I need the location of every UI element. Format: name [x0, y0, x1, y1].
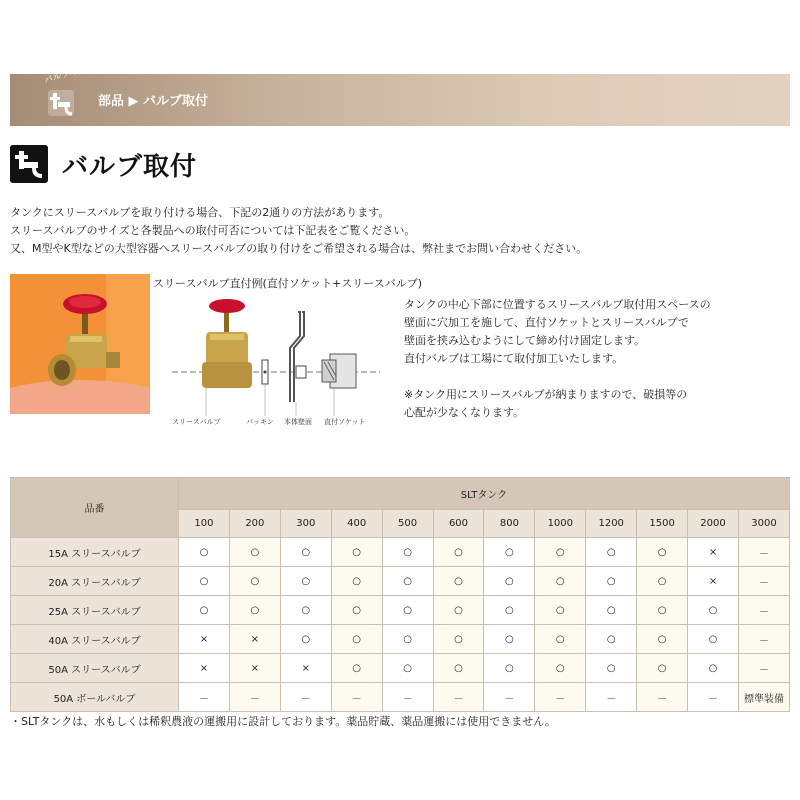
breadcrumb: 部品 ▶ バルブ取付	[98, 94, 209, 109]
table-cell: －	[433, 683, 484, 712]
table-cell: －	[738, 625, 789, 654]
table-cell: ○	[179, 538, 230, 567]
compatibility-table	[10, 477, 790, 712]
valve-photo	[10, 274, 150, 414]
table-cell: －	[738, 654, 789, 683]
row-label: 50A スリースバルブ	[11, 654, 179, 683]
table-cell: ○	[637, 654, 688, 683]
row-label: 25A スリースバルブ	[11, 596, 179, 625]
valve-photo-illustration	[10, 274, 150, 414]
table-cell: ○	[331, 625, 382, 654]
note-line: ※タンク用にスリースバルブが納まりますので、破損等の	[404, 388, 688, 401]
intro-line: 又、M型やK型などの大型容器へスリースバルブの取り付けをご希望される場合は、弊社までお問い合わせください。	[10, 242, 588, 255]
table-cell: ○	[382, 596, 433, 625]
table-cell: ○	[586, 625, 637, 654]
capacity-header: 600	[433, 510, 484, 538]
row-label: 40A スリースバルブ	[11, 625, 179, 654]
description-line: 直付バルブは工場にて取付加工いたします。	[404, 352, 624, 365]
table-cell: ○	[179, 596, 230, 625]
table-cell: ×	[280, 654, 331, 683]
table-cell: ○	[484, 567, 535, 596]
description-line: 壁面を挟み込むようにして締め付け固定します。	[404, 334, 646, 347]
table-cell: －	[535, 683, 586, 712]
table-cell: ○	[229, 567, 280, 596]
table-row	[11, 625, 790, 654]
page-title: バルブ取付	[62, 152, 198, 182]
description-line: 壁面に穴加工を施して、直付ソケットとスリースバルブで	[404, 316, 689, 329]
banner-badge	[24, 62, 89, 126]
table-cell: ○	[382, 538, 433, 567]
label-direct-socket: 直付ソケット	[324, 418, 366, 426]
table-cell: ○	[484, 654, 535, 683]
capacity-header: 2000	[688, 510, 739, 538]
table-cell: ×	[229, 654, 280, 683]
row-label: 15A スリースバルブ	[11, 538, 179, 567]
installation-description	[404, 296, 711, 368]
installation-note	[404, 386, 687, 422]
table-cell: ○	[280, 625, 331, 654]
table-row	[11, 596, 790, 625]
table-cell: ○	[535, 538, 586, 567]
table-cell: ○	[331, 596, 382, 625]
table-cell: ○	[586, 654, 637, 683]
installation-diagram	[172, 292, 380, 432]
table-cell: ×	[179, 654, 230, 683]
table-cell: ○	[331, 538, 382, 567]
table-cell: ○	[179, 567, 230, 596]
label-packing: パッキン	[246, 418, 274, 426]
label-sleeve-valve: スリースバルブ	[172, 418, 221, 426]
intro-text	[10, 204, 587, 258]
table-cell: ○	[535, 654, 586, 683]
table-cell: －	[688, 683, 739, 712]
table-cell: ○	[637, 625, 688, 654]
table-cell: ○	[535, 596, 586, 625]
table-cell: ○	[433, 567, 484, 596]
banner-badge-label: バルブ取付	[42, 62, 89, 87]
table-cell: ○	[331, 567, 382, 596]
table-header-row	[11, 478, 790, 510]
item-header: 品番	[11, 478, 179, 538]
table-cell: ○	[586, 538, 637, 567]
intro-line: タンクにスリースバルブを取り付ける場合、下記の2通りの方法があります。	[10, 206, 390, 219]
capacity-header: 1500	[637, 510, 688, 538]
table-cell: －	[738, 538, 789, 567]
table-cell: －	[280, 683, 331, 712]
table-cell: ○	[688, 596, 739, 625]
note-line: 心配が少なくなります。	[404, 406, 525, 419]
capacity-header: 300	[280, 510, 331, 538]
table-cell: ○	[382, 567, 433, 596]
table-cell: ○	[280, 538, 331, 567]
table-cell: ×	[688, 538, 739, 567]
table-row	[11, 567, 790, 596]
table-cell: ○	[688, 654, 739, 683]
table-row	[11, 654, 790, 683]
table-cell: ○	[484, 538, 535, 567]
description-line: タンクの中心下部に位置するスリースバルブ取付用スペースの	[404, 298, 711, 311]
intro-line: スリースバルブのサイズと各製品への取付可否については下記表をご覧ください。	[10, 224, 416, 237]
table-cell: ○	[535, 567, 586, 596]
table-row	[11, 683, 790, 712]
table-cell: ○	[433, 596, 484, 625]
table-cell: ○	[433, 538, 484, 567]
table-cell: ○	[280, 567, 331, 596]
table-cell: ○	[280, 596, 331, 625]
table-cell: ○	[535, 625, 586, 654]
capacity-header: 500	[382, 510, 433, 538]
tank-group-header: SLTタンク	[179, 478, 790, 510]
capacity-header: 200	[229, 510, 280, 538]
table-cell: ○	[382, 654, 433, 683]
table-cell: ○	[637, 538, 688, 567]
table-cell: ○	[688, 625, 739, 654]
table-cell: －	[484, 683, 535, 712]
table-cell: ×	[688, 567, 739, 596]
capacity-header: 1200	[586, 510, 637, 538]
table-cell: ○	[433, 625, 484, 654]
table-cell: －	[179, 683, 230, 712]
table-cell: ○	[484, 596, 535, 625]
table-cell: －	[637, 683, 688, 712]
table-cell: ×	[179, 625, 230, 654]
table-cell: ○	[484, 625, 535, 654]
table-row	[11, 538, 790, 567]
capacity-header: 800	[484, 510, 535, 538]
table-cell: －	[382, 683, 433, 712]
row-label: 50A ボールバルブ	[11, 683, 179, 712]
capacity-header: 3000	[738, 510, 789, 538]
valve-icon	[46, 88, 76, 118]
table-cell: －	[331, 683, 382, 712]
table-cell: －	[586, 683, 637, 712]
diagram-title: スリースバルブ直付例(直付ソケット+スリースバルブ)	[153, 277, 423, 290]
section-banner	[10, 62, 790, 126]
table-cell: ○	[433, 654, 484, 683]
table-cell: ×	[229, 625, 280, 654]
table-cell: －	[229, 683, 280, 712]
capacity-header: 400	[331, 510, 382, 538]
label-body-wall: 本体壁面	[284, 418, 312, 426]
table-cell: ○	[229, 538, 280, 567]
table-cell: 標準装備	[738, 683, 789, 712]
footnote: ・SLTタンクは、水もしくは稀釈農液の運搬用に設計しております。薬品貯蔵、薬品運搬には使用できません。	[10, 715, 556, 728]
table-cell: ○	[637, 567, 688, 596]
table-cell: ○	[586, 596, 637, 625]
diagram-drawing	[172, 292, 380, 422]
capacity-header: 1000	[535, 510, 586, 538]
table-cell: ○	[229, 596, 280, 625]
capacity-header: 100	[179, 510, 230, 538]
table-cell: －	[738, 596, 789, 625]
table-cell: ○	[331, 654, 382, 683]
table-cell: ○	[637, 596, 688, 625]
table-cell: ○	[586, 567, 637, 596]
table-cell: －	[738, 567, 789, 596]
row-label: 20A スリースバルブ	[11, 567, 179, 596]
valve-title-icon	[10, 145, 48, 183]
table-cell: ○	[382, 625, 433, 654]
